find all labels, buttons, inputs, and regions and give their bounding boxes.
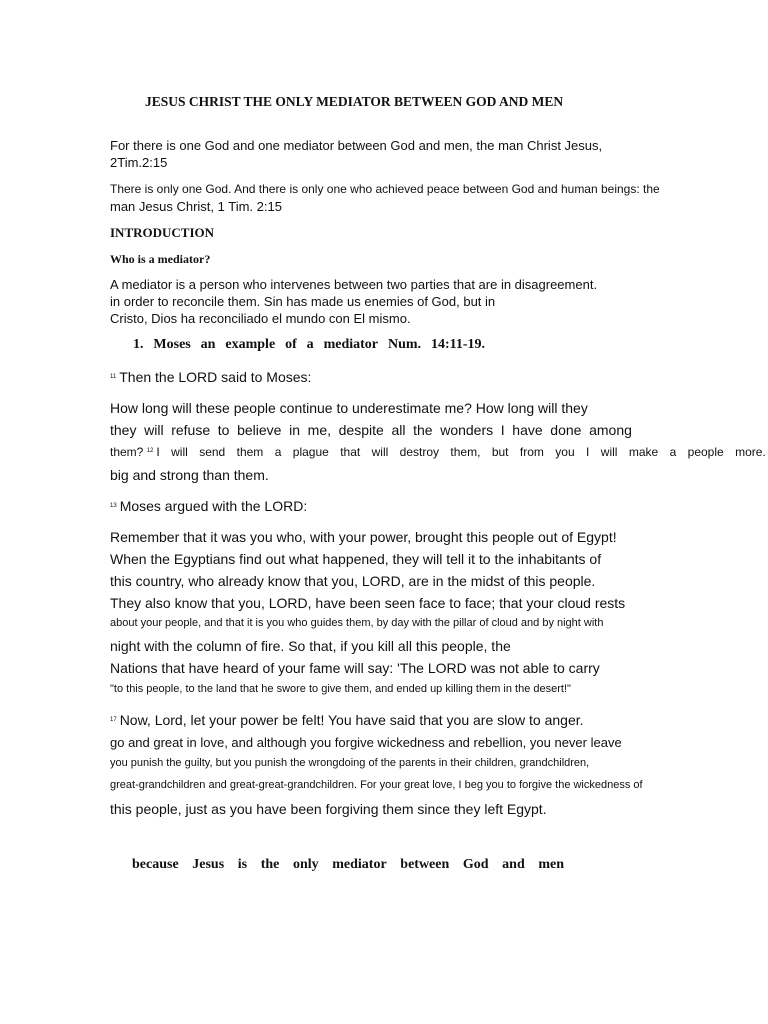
- section-heading-1: [133, 337, 485, 353]
- section-word: mediator: [323, 337, 379, 352]
- word: God: [462, 857, 489, 872]
- word: will: [600, 445, 618, 459]
- word: the: [260, 857, 280, 872]
- verse-text: Now, Lord, let your power be felt! You have said that you are slow to anger.: [119, 712, 584, 728]
- word: a: [669, 445, 677, 459]
- moses-speech-line-1: Remember that it was you who, with your power, brought this people out of Egypt!: [110, 529, 617, 545]
- definition-line-1: A mediator is a person who intervenes between two parties that are in disagreement.: [110, 277, 598, 292]
- lord-speech-line-3: [110, 445, 766, 459]
- section-word: Moses: [153, 337, 191, 352]
- word: and: [502, 857, 525, 872]
- moses-speech-line-5: about your people, and that it is you who guides them, by day with the pillar of cloud and by night with: [110, 617, 604, 629]
- word: destroy: [399, 445, 440, 459]
- verse-11: [110, 369, 311, 385]
- word: the: [413, 422, 433, 438]
- verse-number: 17: [110, 717, 117, 723]
- verse-number: 13: [110, 503, 117, 509]
- word: will: [144, 422, 164, 438]
- verse-kjv-line-1: For there is one God and one mediator between God and men, the man Christ Jesus,: [110, 138, 603, 153]
- word: between: [400, 857, 450, 872]
- verse-kjv-line-2: 2Tim.2:15: [110, 155, 168, 170]
- word: all: [391, 422, 406, 438]
- verse-17-line-1: [110, 712, 584, 728]
- lord-speech-line-1: How long will these people continue to underestimate me? How long will they: [110, 400, 588, 416]
- word: have: [512, 422, 543, 438]
- word: send: [199, 445, 226, 459]
- word: them: [236, 445, 264, 459]
- word: among: [589, 422, 632, 438]
- word: from: [519, 445, 544, 459]
- word: that: [340, 445, 361, 459]
- verse-17-line-4: great-grandchildren and great-great-grandchildren. For your great love, I beg you to forgive the wickedness of: [110, 779, 643, 791]
- verse-text: Moses argued with the LORD:: [119, 498, 308, 514]
- moses-speech-line-6: night with the column of fire. So that, if you kill all this people, the: [110, 638, 511, 654]
- moses-speech-line-7: Nations that have heard of your fame will say: 'The LORD was not able to carry: [110, 660, 600, 676]
- word: despite: [338, 422, 384, 438]
- verse-number: 11: [110, 374, 117, 380]
- word: they: [110, 422, 137, 438]
- word: mediator: [332, 857, 387, 872]
- word: in: [289, 422, 301, 438]
- word: will: [371, 445, 389, 459]
- word: is: [237, 857, 248, 872]
- word: done: [550, 422, 582, 438]
- section-word: a: [306, 337, 314, 352]
- verse-17-line-2: go and great in love, and although you forgive wickedness and rebellion, you never leave: [110, 735, 622, 750]
- word: to: [217, 422, 230, 438]
- word: believe: [237, 422, 282, 438]
- section-word: of: [285, 337, 297, 352]
- word: people: [687, 445, 724, 459]
- lord-speech-line-2: [110, 422, 632, 438]
- word: them,: [450, 445, 481, 459]
- moses-speech-line-8: "to this people, to the land that he swore to give them, and ended up killing them in the desert!": [110, 683, 571, 695]
- verse-13: [110, 498, 307, 514]
- section-word: example: [225, 337, 276, 352]
- word: but: [491, 445, 509, 459]
- definition-line-2: in order to reconcile them. Sin has made us enemies of God, but in: [110, 294, 496, 309]
- definition-line-3: Cristo, Dios ha reconciliado el mundo con El mismo.: [110, 311, 411, 326]
- section-word: Num.: [387, 337, 422, 352]
- section-number: 1.: [133, 337, 144, 352]
- word: Jesus: [192, 857, 225, 872]
- word: will: [171, 445, 188, 459]
- moses-speech-line-2: When the Egyptians find out what happened, they will tell it to the inhabitants of: [110, 551, 602, 567]
- verse-number: 12: [146, 448, 154, 454]
- verse-17-line-5: this people, just as you have been forgiving them since they left Egypt.: [110, 801, 547, 817]
- word: them? $^{12}$ I: [110, 445, 160, 459]
- word: you: [555, 445, 575, 459]
- word: more.: [735, 445, 766, 459]
- word: I: [586, 445, 590, 459]
- word: wonders: [440, 422, 494, 438]
- moses-speech-line-4: They also know that you, LORD, have been seen face to face; that your cloud rests: [110, 595, 626, 611]
- word: because: [132, 857, 179, 872]
- word: me,: [307, 422, 331, 438]
- closing-statement: [132, 857, 564, 873]
- verse-paraphrase-line-1: There is only one God. And there is only one who achieved peace between God and human beings: the: [110, 182, 660, 196]
- section-word: 14:11-19.: [430, 337, 485, 352]
- word: make: [628, 445, 659, 459]
- verse-text: Then the LORD said to Moses:: [119, 369, 312, 385]
- word: plague: [292, 445, 329, 459]
- verse-paraphrase-line-2: man Jesus Christ, 1 Tim. 2:15: [110, 199, 282, 214]
- question-heading: Who is a mediator?: [110, 252, 211, 266]
- word: only: [292, 857, 319, 872]
- lord-speech-line-4: big and strong than them.: [110, 467, 269, 483]
- document-title: JESUS CHRIST THE ONLY MEDIATOR BETWEEN GOD AND MEN: [145, 94, 564, 109]
- introduction-heading: INTRODUCTION: [110, 225, 215, 240]
- moses-speech-line-3: this country, who already know that you, LORD, are in the midst of this people.: [110, 573, 596, 589]
- word: men: [538, 857, 564, 872]
- section-word: an: [200, 337, 216, 352]
- verse-17-line-3: you punish the guilty, but you punish the wrongdoing of the parents in their children, grandchildren,: [110, 757, 590, 769]
- word: a: [274, 445, 282, 459]
- word: I: [500, 422, 505, 438]
- word: refuse: [171, 422, 211, 438]
